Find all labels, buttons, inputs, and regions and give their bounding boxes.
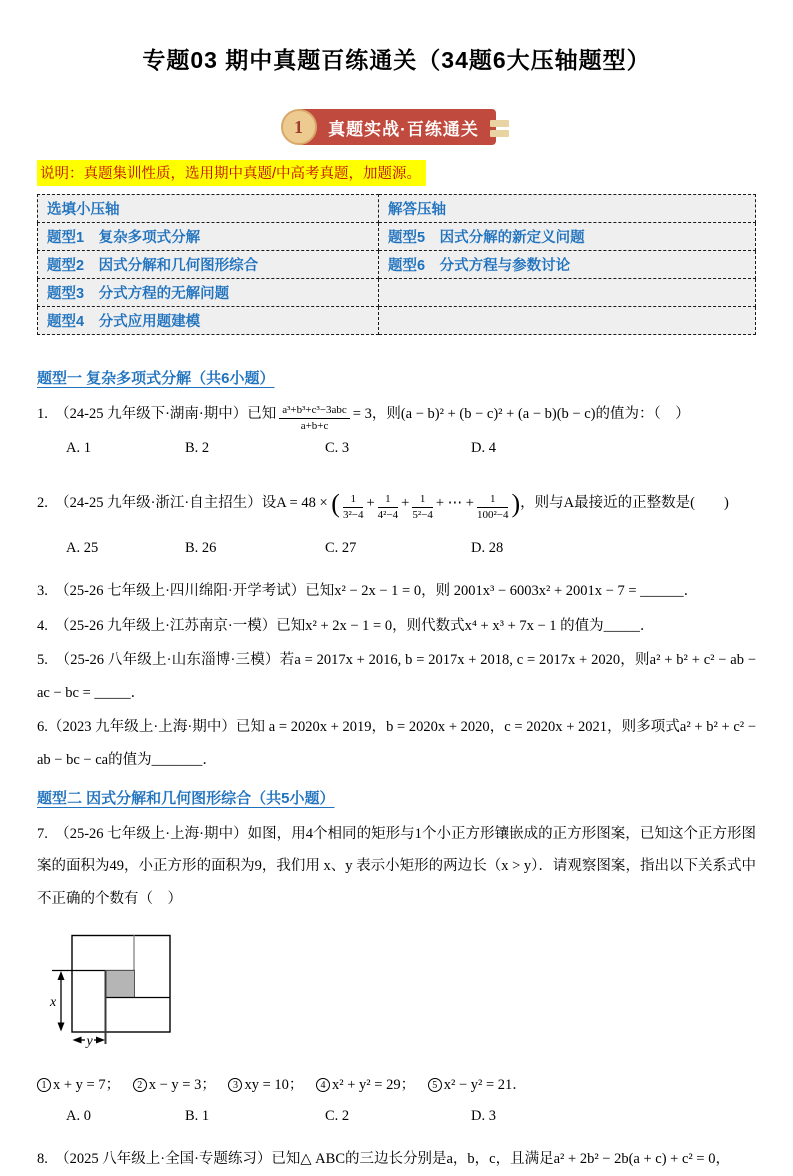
relation-1: 1 x + y = 7； bbox=[37, 1077, 120, 1093]
problem-2-text: 2. （24-25 九年级·浙江·自主招生）设A = 48 × bbox=[37, 494, 328, 511]
table-cell: 题型1 复杂多项式分解 bbox=[38, 223, 379, 251]
circled-number-icon: 3 bbox=[228, 1078, 242, 1092]
problem-1-text: = 3，则(a − b)² + (b − c)² + (a − b)(b − c)的值为：（ ） bbox=[352, 406, 690, 422]
badge-accent-bar-icon bbox=[490, 130, 509, 137]
problem-7-relations bbox=[37, 1069, 756, 1102]
problem-8: 8. （2025 八年级上·全国·专题练习）已知△ ABC的三边长分别是a，b，c，且满足a² + 2b² − 2b(a + c) + c² = 0， bbox=[37, 1151, 730, 1168]
problem-2 bbox=[37, 475, 756, 534]
relation-3: 3 xy = 10； bbox=[228, 1077, 303, 1093]
fraction: $\frac{1}{\text{3²−4}}$ bbox=[342, 492, 364, 521]
circled-number-icon: 2 bbox=[133, 1078, 147, 1092]
option-d: D. 4 bbox=[471, 439, 496, 456]
relation-5: 5 x² − y² = 21． bbox=[428, 1077, 527, 1093]
option-c: C. 27 bbox=[325, 540, 357, 557]
problem-5: 5. （25-26 八年级上·山东淄博·三模）若a = 2017x + 2016, b = 2017x + 2018, c = 2017x + 2020，则a² + b² + c² − ab − ac − bc = _____． bbox=[37, 652, 756, 701]
circled-number-icon: 4 bbox=[316, 1078, 330, 1092]
badge-banner bbox=[294, 109, 496, 145]
table-cell: 题型2 因式分解和几何图形综合 bbox=[38, 251, 379, 279]
fraction: $\frac{1}{\text{5²−4}}$ bbox=[412, 492, 433, 521]
problem-7-options bbox=[37, 1101, 756, 1133]
operator: + bbox=[401, 494, 410, 511]
option-a: A. 0 bbox=[66, 1108, 91, 1125]
table-row bbox=[38, 251, 756, 279]
table-cell: 解答压轴 bbox=[379, 195, 756, 223]
problem-2-text: ，则与A最接近的正整数是( ) bbox=[520, 494, 729, 511]
option-d: D. 3 bbox=[471, 1108, 496, 1125]
problem-1-options bbox=[37, 433, 756, 465]
paren-open: ( bbox=[331, 488, 340, 518]
operator: + bbox=[366, 494, 375, 511]
circled-number-icon: 1 bbox=[37, 1078, 51, 1092]
badge-accent-bar-icon bbox=[490, 120, 509, 127]
problem-2-options bbox=[37, 533, 756, 565]
option-d: D. 28 bbox=[471, 540, 504, 557]
fraction: $\frac{1}{\text{4²−4}}$ bbox=[377, 492, 399, 521]
relation-2: 2 x − y = 3； bbox=[133, 1077, 216, 1093]
table-row bbox=[38, 279, 756, 307]
table-cell: 题型3 分式方程的无解问题 bbox=[38, 279, 379, 307]
y-dimension-label: y bbox=[86, 1033, 93, 1049]
option-a: A. 1 bbox=[66, 439, 91, 456]
problem-7-figure bbox=[47, 932, 756, 1067]
option-c: C. 2 bbox=[325, 1108, 350, 1125]
problem-3: 3. （25-26 七年级上·四川绵阳·开学考试）已知x² − 2x − 1 = 0，则 2001x³ − 6003x² + 2001x − 7 = ______． bbox=[37, 582, 699, 599]
table-cell bbox=[379, 279, 756, 307]
table-cell: 题型5 因式分解的新定义问题 bbox=[379, 223, 756, 251]
fraction: $\frac{1}{\text{100²−4}}$ bbox=[476, 492, 509, 521]
instruction-note: 说明：真题集训性质，选用期中真题/中高考真题，加题源。 bbox=[37, 160, 426, 186]
table-row bbox=[38, 195, 756, 223]
operator: + ⋯ + bbox=[435, 494, 474, 511]
table-cell: 题型4 分式应用题建模 bbox=[38, 307, 379, 335]
circled-number-icon: 5 bbox=[428, 1078, 442, 1092]
option-b: B. 26 bbox=[185, 540, 217, 557]
section-heading-1: 题型一 复杂多项式分解（共6小题） bbox=[37, 370, 275, 387]
relation-4: 4 x² + y² = 29； bbox=[316, 1077, 415, 1093]
section-heading-2: 题型二 因式分解和几何图形综合（共5小题） bbox=[37, 789, 335, 807]
section-badge bbox=[37, 109, 756, 145]
problem-1-text: 1. （24-25 九年级下·湖南·期中）已知 bbox=[37, 406, 277, 422]
pinwheel-square-figure bbox=[47, 932, 217, 1062]
problem-6: 6.（2023 九年级上·上海·期中）已知 a = 2020x + 2019，b = 2020x + 2020，c = 2020x + 2021，则多项式a² + b² + c² − ab − bc − ca的值为_______． bbox=[37, 719, 756, 769]
table-cell: 选填小压轴 bbox=[38, 195, 379, 223]
option-b: B. 2 bbox=[185, 439, 210, 456]
table-row bbox=[38, 307, 756, 335]
problem-7: 7. （25-26 七年级上·上海·期中）如图，用4个相同的矩形与1个小正方形镶嵌成的正方形图案，已知这个正方形图案的面积为49，小正方形的面积为9，我们用 x、y 表示小矩形的两边长（x > y）．请观察图案，指出以下关系式中不正确的个数有（ ） bbox=[37, 825, 756, 907]
topic-types-table bbox=[37, 194, 756, 335]
table-cell bbox=[379, 307, 756, 335]
x-dimension-label: x bbox=[50, 994, 57, 1010]
option-c: C. 3 bbox=[325, 439, 350, 456]
problem-1 bbox=[37, 398, 756, 433]
fraction: $\frac{\text{a³+b³+c³−3abc}}{a+b+c}$ bbox=[279, 404, 350, 432]
table-cell: 题型6 分式方程与参数讨论 bbox=[379, 251, 756, 279]
option-a: A. 25 bbox=[66, 540, 99, 557]
page-title: 专题03 期中真题百练通关（34题6大压轴题型） bbox=[142, 47, 651, 73]
paren-close: ) bbox=[511, 488, 521, 518]
option-b: B. 1 bbox=[185, 1108, 210, 1125]
badge-label: 真题实战·百练通关 bbox=[328, 119, 479, 139]
problem-4: 4. （25-26 九年级上·江苏南京·一模）已知x² + 2x − 1 = 0，则代数式x⁴ + x³ + 7x − 1 的值为_____． bbox=[37, 617, 655, 634]
badge-number-icon: 1 bbox=[281, 109, 317, 145]
table-row bbox=[38, 223, 756, 251]
